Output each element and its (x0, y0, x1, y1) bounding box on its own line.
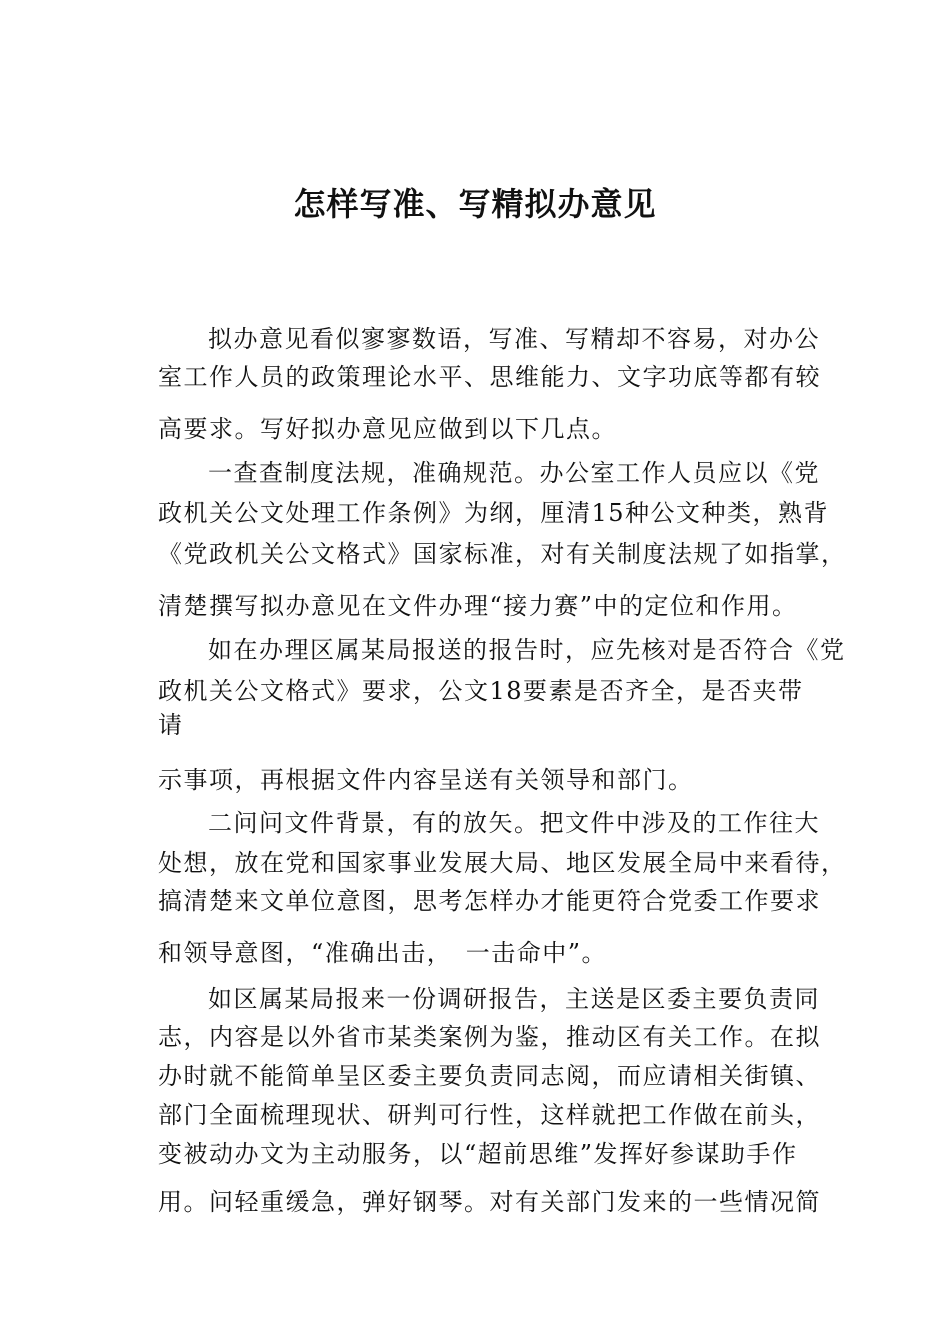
paragraph-line: 请 (158, 711, 184, 739)
paragraph-line: 用。问轻重缓急，弹好钢琴。对有关部门发来的一些情况简 (158, 1188, 821, 1216)
paragraph-line: 政机关公文处理工作条例》为纲，厘清15种公文种类，熟背 (158, 499, 830, 527)
paragraph-line: 变被动办文为主动服务，以“超前思维”发挥好参谋助手作 (158, 1140, 798, 1168)
paragraph-line: 部门全面梳理现状、研判可行性，这样就把工作做在前头， (158, 1101, 821, 1129)
paragraph-line: 办时就不能简单呈区委主要负责同志阅，而应请相关街镇、 (158, 1062, 821, 1090)
paragraph-line: 《党政机关公文格式》国家标准，对有关制度法规了如指掌， (158, 540, 847, 568)
paragraph-line: 一查查制度法规，准确规范。办公室工作人员应以《党 (208, 459, 820, 487)
paragraph-line: 如在办理区属某局报送的报告时，应先核对是否符合《党 (208, 636, 846, 664)
document-title: 怎样写准、写精拟办意见 (293, 185, 657, 223)
paragraph-line: 高要求。写好拟办意见应做到以下几点。 (158, 415, 617, 443)
paragraph-line: 清楚撰写拟办意见在文件办理“接力赛”中的定位和作用。 (158, 592, 798, 620)
paragraph-line: 如区属某局报来一份调研报告，主送是区委主要负责同 (208, 985, 820, 1013)
paragraph-line: 处想，放在党和国家事业发展大局、地区发展全局中来看待， (158, 849, 847, 877)
paragraph-line: 志，内容是以外省市某类案例为鉴，推动区有关工作。在拟 (158, 1023, 821, 1051)
paragraph-line: 二问问文件背景，有的放矢。把文件中涉及的工作往大 (208, 809, 820, 837)
paragraph-line: 拟办意见看似寥寥数语，写准、写精却不容易，对办公 (208, 325, 820, 353)
paragraph-line: 和领导意图，“准确出击， 一击命中”。 (158, 939, 608, 967)
paragraph-line: 示事项，再根据文件内容呈送有关领导和部门。 (158, 766, 694, 794)
paragraph-line: 搞清楚来文单位意图，思考怎样办才能更符合党委工作要求 (158, 887, 821, 915)
paragraph-line: 政机关公文格式》要求，公文18要素是否齐全，是否夹带 (158, 677, 804, 705)
paragraph-line: 室工作人员的政策理论水平、思维能力、文字功底等都有较 (158, 363, 821, 391)
